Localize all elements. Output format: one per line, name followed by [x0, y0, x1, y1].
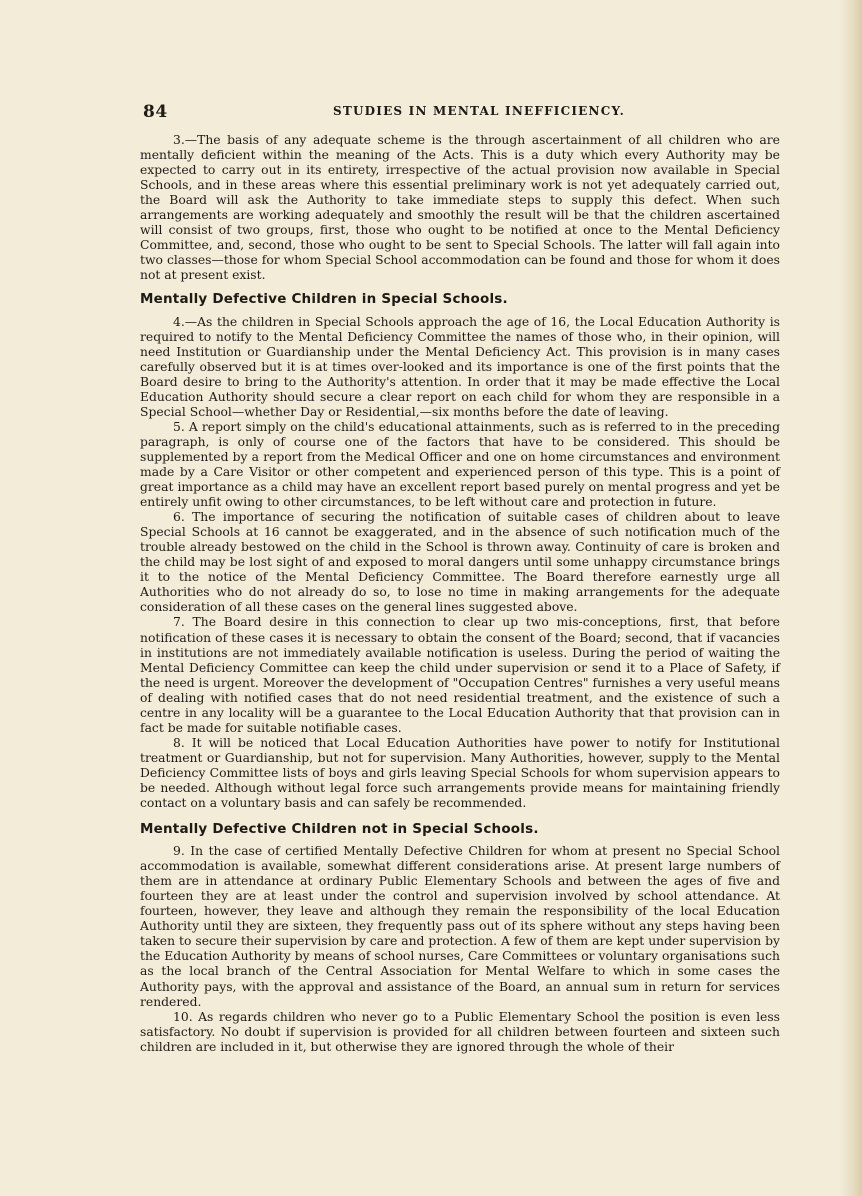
- paragraph-8: 8. It will be noticed that Local Education Authorities have power to notify for Institutional treatment or Guardianship, but not for supervision. Many Authorities, however, supply to the Mental Deficiency Committee lists of boys and girls leaving Special Schools for whom supervision appears to be needed. Although without legal force such arrangements provide means for maintaining friendly contact on a voluntary basis and can safely be recommended.: [140, 735, 780, 811]
- page-header: [143, 102, 779, 122]
- paragraph-3: 3.—The basis of any adequate scheme is the through ascertainment of all children who are mentally deficient within the meaning of the Acts. This is a duty which every Authority may be expected to carry out in its entirety, irrespective of the actual provision now available in Special Schools, and in these areas where this essential preliminary work is not yet adequately carried out, the Board will ask the Authority to take immediate steps to supply this defect. When such arrangements are working adequately and smoothly the result will be that the children ascertained will consist of two groups, first, those who ought to be notified at once to the Mental Deficiency Committee, and, second, those who ought to be sent to Special Schools. The latter will fall again into two classes—those for whom Special School accommodation can be found and those for whom it does not at present exist.: [140, 133, 780, 283]
- section-heading-special-schools: Mentally Defective Children in Special Schools.: [140, 291, 508, 308]
- page-edge: [840, 0, 862, 1196]
- page-number: 84: [143, 102, 168, 122]
- paragraph-10: 10. As regards children who never go to a Public Elementary School the position is even less satisfactory. No doubt if supervision is provided for all children between fourteen and sixteen such children are included in it, but otherwise they are ignored through the whole of their: [140, 1009, 780, 1054]
- paragraph-7: 7. The Board desire in this connection to clear up two mis-conceptions, first, that before notification of these cases it is necessary to obtain the consent of the Board; second, that if vacancies in institutions are not immediately available notification is useless. During the period of waiting the Mental Deficiency Committee can keep the child under supervision or send it to a Place of Safety, if the need is urgent. Moreover the development of "Occupation Centres" furnishes a very useful means of dealing with notified cases that do not need residential treatment, and the existence of such a centre in any locality will be a guarantee to the Local Education Authority that that provision can in fact be made for suitable notifiable cases.: [140, 615, 780, 735]
- page-body: [140, 133, 780, 1055]
- paragraph-4: 4.—As the children in Special Schools approach the age of 16, the Local Education Authority is required to notify to the Mental Deficiency Committee the names of those who, in their opinion, will need Institution or Guardianship under the Mental Deficiency Act. This provision is in many cases carefully observed but it is at times over-looked and its importance is one of the first points that the Board desire to bring to the Authority's attention. In order that it may be made effective the Local Education Authority should secure a clear report on each child for whom they are responsible in a Special School—whether Day or Residential,—six months before the date of leaving.: [140, 314, 780, 419]
- paragraph-9: 9. In the case of certified Mentally Defective Children for whom at present no Special School accommodation is available, somewhat different considerations arise. At present large numbers of them are in attendance at ordinary Public Elementary Schools and between the ages of five and fourteen they are at least under the control and supervision involved by school attendance. At fourteen, however, they leave and although they remain the responsibility of the local Education Authority until they are sixteen, they frequently pass out of its sphere without any steps having been taken to secure their supervision by care and protection. A few of them are kept under supervision by the Education Authority by means of school nurses, Care Committees or voluntary organisations such as the local branch of the Central Association for Mental Welfare to which in some cases the Authority pays, with the approval and assistance of the Board, an annual sum in return for services rendered.: [140, 844, 780, 1009]
- section-heading-not-in-special-schools: Mentally Defective Children not in Special Schools.: [140, 821, 539, 838]
- running-title: STUDIES IN MENTAL INEFFICIENCY.: [333, 104, 626, 118]
- paragraph-6: 6. The importance of securing the notification of suitable cases of children about to leave Special Schools at 16 cannot be exaggerated, and in the absence of such notification much of the trouble already bestowed on the child in the School is thrown away. Continuity of care is broken and the child may be lost sight of and exposed to moral dangers until some unhappy circumstance brings it to the notice of the Mental Deficiency Committee. The Board therefore earnestly urge all Authorities who do not already do so, to lose no time in making arrangements for the adequate consideration of all these cases on the general lines suggested above.: [140, 510, 780, 615]
- paragraph-5: 5. A report simply on the child's educational attainments, such as is referred to in the preceding paragraph, is only of course one of the factors that have to be considered. This should be supplemented by a report from the Medical Officer and one on home circumstances and environment made by a Care Visitor or other competent and experienced person of this type. This is a point of great importance as a child may have an excellent report based purely on mental progress and yet be entirely unfit owing to other circumstances, to be left without care and protection in future.: [140, 419, 780, 510]
